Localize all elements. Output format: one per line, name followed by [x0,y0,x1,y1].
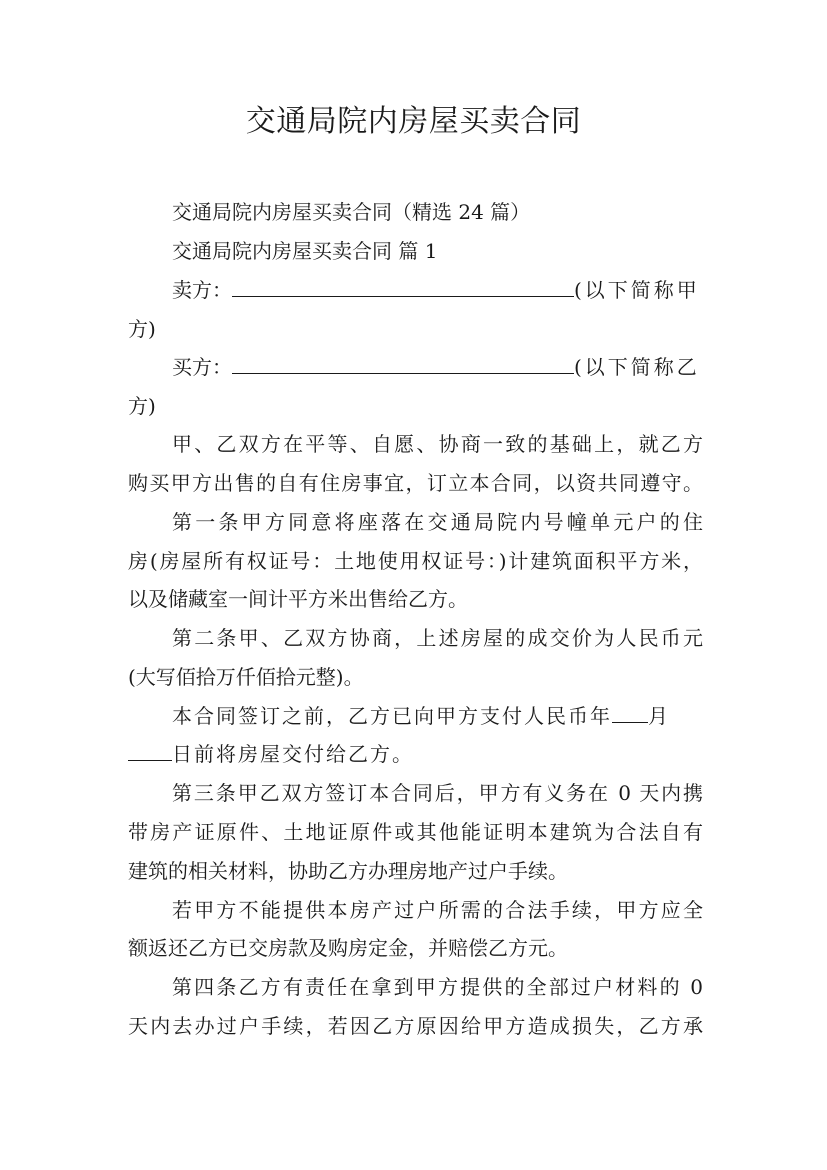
paragraph-line: 以及储藏室一间计平方米出售给乙方。 [128,587,468,611]
payment-text: 本合同签订之前，乙方已向甲方支付人民币年 [172,704,612,728]
paragraph-line: 带房产证原件、土地证原件或其他能证明本建筑为合法自有 [128,820,703,844]
payment-line [172,702,703,730]
buyer-name-blank [232,353,574,374]
seller-suffix: (以下简称甲 [574,278,700,302]
seller-line [172,276,703,304]
seller-name-blank [232,276,574,297]
delivery-line [128,740,703,768]
paragraph-line: 额返还乙方已交房款及购房定金，并赔偿乙方元。 [128,936,568,960]
paragraph-line: 第二条甲、乙双方协商，上述房屋的成交价为人民币元 [172,626,703,650]
buyer-suffix-cont: 方) [128,394,156,418]
day-blank [128,740,172,761]
paragraph-line: 第三条甲乙双方签订本合同后，甲方有义务在 0 天内携 [172,781,703,805]
paragraph-line: 购买甲方出售的自有住房事宜，订立本合同，以资共同遵守。 [128,471,703,495]
buyer-line [172,353,703,381]
paragraph-line: 甲、乙双方在平等、自愿、协商一致的基础上，就乙方 [172,432,703,456]
month-blank [612,702,648,723]
seller-label: 卖方： [172,278,232,302]
paragraph-line: 第一条甲方同意将座落在交通局院内号幢单元户的住 [172,510,703,534]
document-title: 交通局院内房屋买卖合同 [245,104,582,139]
buyer-suffix: (以下简称乙 [574,355,700,379]
payment-text-end: 月 [648,704,668,728]
paragraph-line: (大写佰拾万仟佰拾元整)。 [128,665,364,689]
buyer-label: 买方： [172,355,232,379]
paragraph-line: 第四条乙方有责任在拿到甲方提供的全部过户材料的 0 [172,975,703,999]
delivery-text: 日前将房屋交付给乙方。 [172,742,414,766]
document-subtitle: 交通局院内房屋买卖合同（精选 24 篇） [172,200,531,224]
seller-suffix-cont: 方) [128,317,156,341]
paragraph-line: 若甲方不能提供本房产过户所需的合法手续，甲方应全 [172,898,703,922]
section-heading: 交通局院内房屋买卖合同 篇 1 [172,239,438,263]
paragraph-line: 天内去办过户手续，若因乙方原因给甲方造成损失，乙方承 [128,1014,703,1038]
paragraph-line: 房(房屋所有权证号：土地使用权证号：)计建筑面积平方米， [128,549,703,573]
paragraph-line: 建筑的相关材料，协助乙方办理房地产过户手续。 [128,859,568,883]
